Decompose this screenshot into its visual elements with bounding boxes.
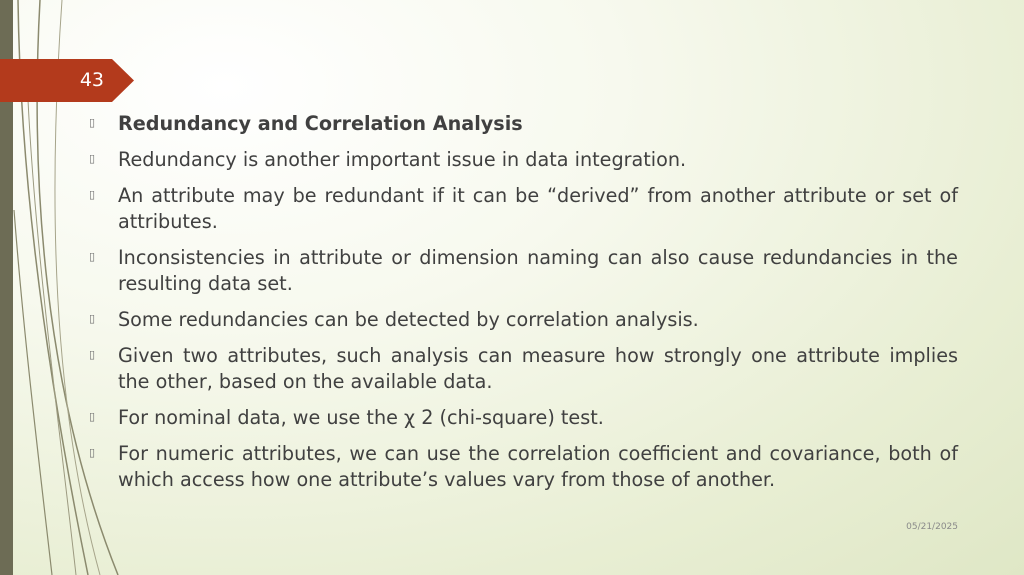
bullet-item-heading — [86, 111, 958, 137]
bullet-icon: ▯ — [88, 116, 96, 129]
bullet-icon: ▯ — [88, 348, 96, 361]
bullet-icon: ▯ — [88, 152, 96, 165]
bullet-item — [86, 245, 958, 297]
bullet-icon: ▯ — [88, 410, 96, 423]
bullet-text: Given two attributes, such analysis can measure how strongly one attribute implies the other, based on the available data. — [118, 344, 958, 393]
bullet-text: Inconsistencies in attribute or dimension naming can also cause redundancies in the resulting data set. — [118, 246, 958, 295]
bullet-text: An attribute may be redundant if it can be “derived” from another attribute or set of attributes. — [118, 184, 958, 233]
slide-number: 43 — [79, 69, 104, 91]
bullet-text: For nominal data, we use the χ 2 (chi-square) test. — [118, 406, 604, 429]
bullet-icon: ▯ — [88, 312, 96, 325]
bullet-icon: ▯ — [88, 446, 96, 459]
bullet-list — [86, 111, 958, 503]
bullet-text: Some redundancies can be detected by correlation analysis. — [118, 308, 699, 331]
bullet-item — [86, 441, 958, 493]
bullet-item — [86, 147, 958, 173]
bullet-item — [86, 343, 958, 395]
bullet-item — [86, 183, 958, 235]
bullet-item — [86, 405, 958, 431]
bullet-item — [86, 307, 958, 333]
bullet-text: For numeric attributes, we can use the correlation coefficient and covariance, both of which access how one attribute’s values vary from those of another. — [118, 442, 958, 491]
bullet-icon: ▯ — [88, 250, 96, 263]
slide-date: 05/21/2025 — [906, 522, 958, 532]
bullet-icon: ▯ — [88, 188, 96, 201]
bullet-text: Redundancy is another important issue in data integration. — [118, 148, 687, 171]
bullet-text: Redundancy and Correlation Analysis — [118, 112, 523, 135]
